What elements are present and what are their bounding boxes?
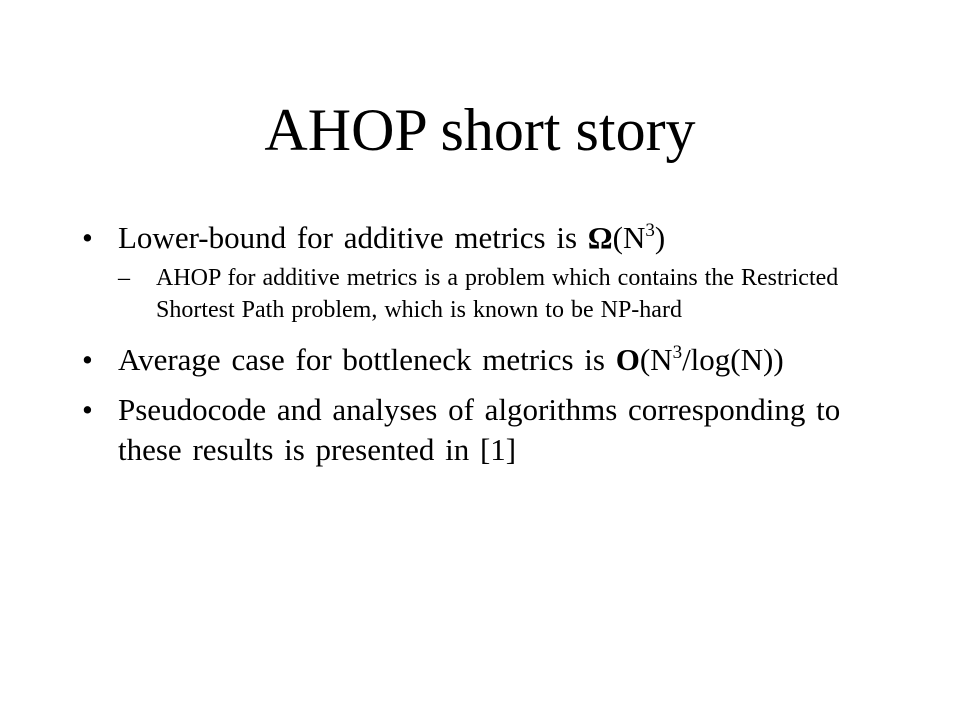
big-o-symbol: O bbox=[615, 342, 640, 377]
bullet-marker: • bbox=[82, 342, 93, 377]
bullet-text: Pseudocode and analyses of algorithms corresponding to these results is presented in [1] bbox=[118, 392, 841, 467]
bullet-text: Average case for bottleneck metrics is bbox=[118, 342, 616, 377]
slide-title: AHOP short story bbox=[264, 97, 696, 163]
omega-symbol: Ω bbox=[587, 220, 613, 255]
bullet-item-lower-bound bbox=[80, 218, 900, 326]
complexity-base: (N bbox=[639, 342, 673, 377]
sub-bullet-item bbox=[118, 262, 891, 326]
complexity-exponent: 3 bbox=[645, 220, 655, 241]
bullet-list bbox=[80, 218, 900, 470]
complexity-exponent: 3 bbox=[672, 342, 683, 363]
bullet-item-average-case bbox=[80, 340, 900, 380]
bullet-text: Lower-bound for additive metrics is bbox=[118, 220, 588, 255]
bullet-item-pseudocode bbox=[80, 390, 900, 470]
complexity-base: (N bbox=[612, 220, 646, 255]
complexity-close: ) bbox=[654, 220, 666, 255]
bullet-marker: • bbox=[82, 392, 93, 427]
sub-bullet-marker: – bbox=[118, 265, 130, 291]
bullet-marker: • bbox=[82, 220, 93, 255]
sub-bullet-list bbox=[118, 262, 900, 326]
complexity-close: /log(N)) bbox=[682, 342, 784, 377]
sub-bullet-text: AHOP for additive metrics is a problem which contains the Restricted Shortest Path problem, which is known to be NP-hard bbox=[156, 265, 839, 323]
